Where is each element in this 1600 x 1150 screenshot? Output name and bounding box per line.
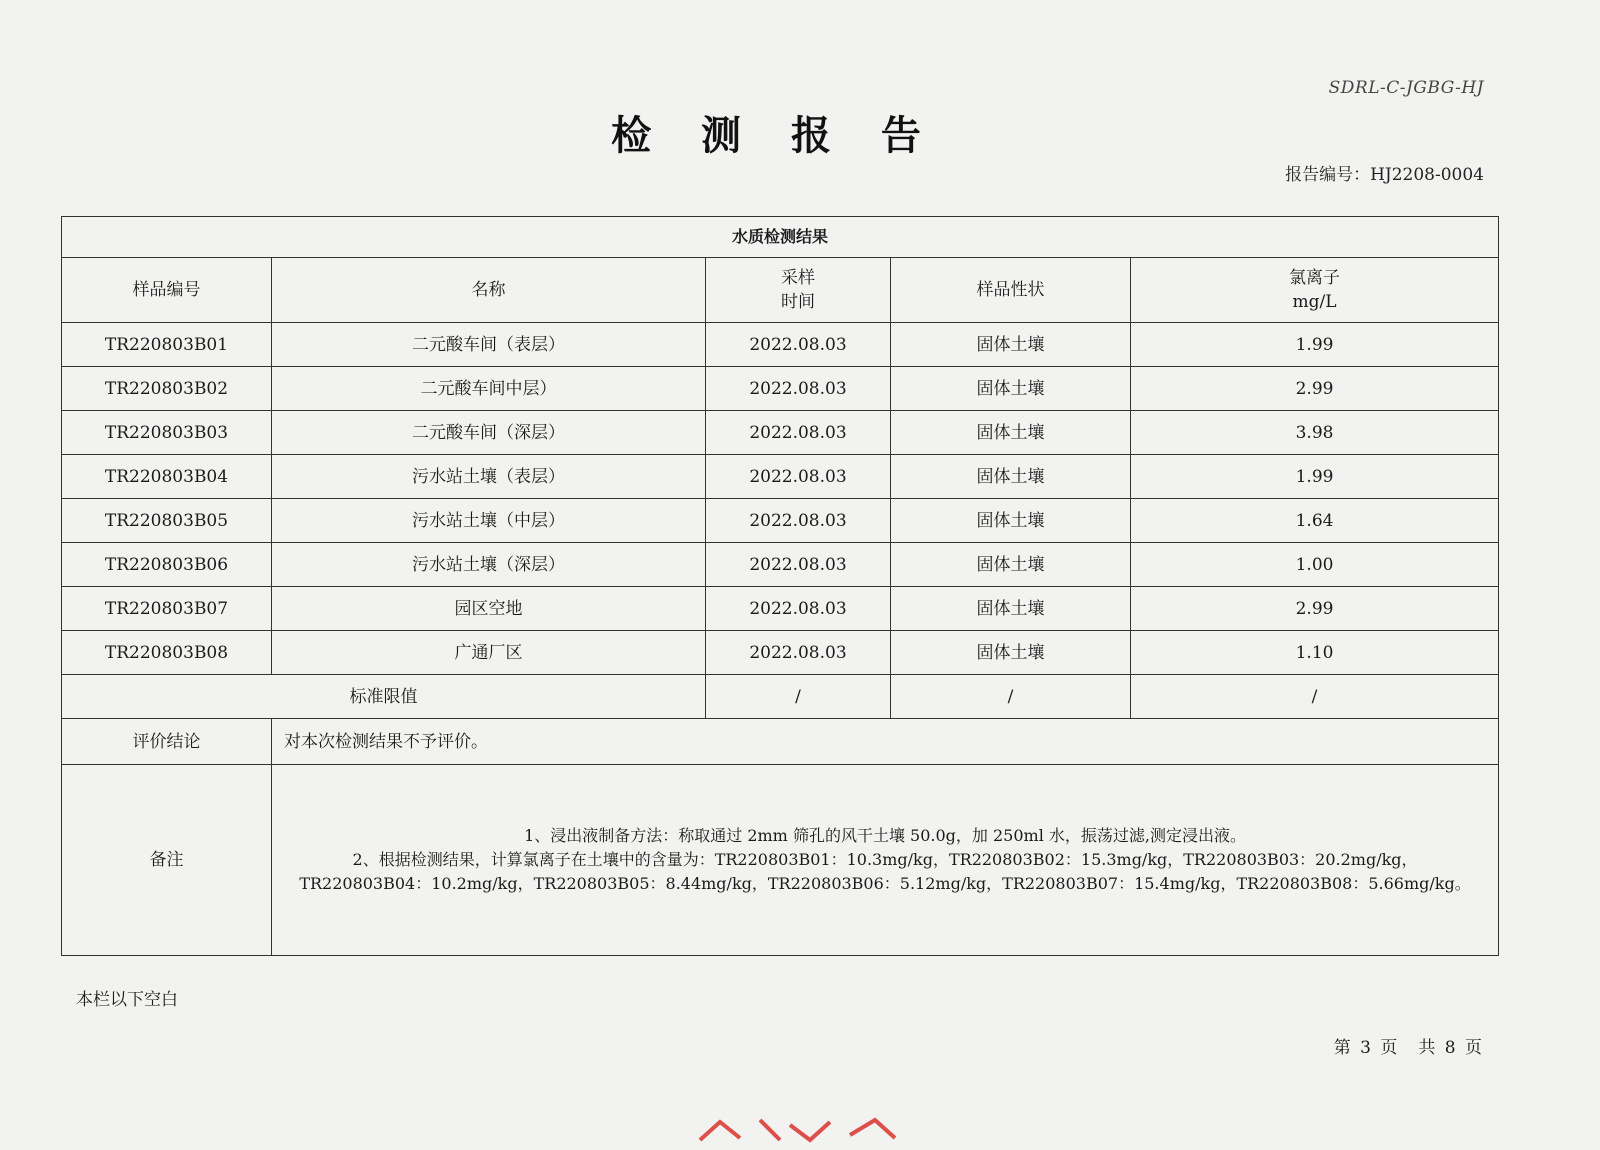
table-row xyxy=(62,411,1499,455)
header-date-line1: 采样 xyxy=(781,268,815,288)
cell-date: 2022.08.03 xyxy=(706,543,891,587)
cell-name: 二元酸车间（深层） xyxy=(272,411,706,455)
table-row xyxy=(62,367,1499,411)
cell-name: 二元酸车间中层） xyxy=(272,367,706,411)
cell-name: 污水站土壤（表层） xyxy=(272,455,706,499)
cell-sample-id: TR220803B08 xyxy=(62,631,272,675)
limit-property: / xyxy=(891,675,1131,719)
cell-name: 二元酸车间（表层） xyxy=(272,323,706,367)
evaluation-label: 评价结论 xyxy=(62,719,272,765)
cell-value: 1.00 xyxy=(1131,543,1499,587)
cell-sample-id: TR220803B04 xyxy=(62,455,272,499)
evaluation-row xyxy=(62,719,1499,765)
limit-date: / xyxy=(706,675,891,719)
report-number: 报告编号：HJ2208-0004 xyxy=(1285,165,1484,185)
cell-date: 2022.08.03 xyxy=(706,499,891,543)
table-row xyxy=(62,631,1499,675)
cell-name: 园区空地 xyxy=(272,587,706,631)
notes-content xyxy=(272,765,1499,956)
table-row xyxy=(62,323,1499,367)
cell-property: 固体土壤 xyxy=(891,587,1131,631)
cell-sample-id: TR220803B02 xyxy=(62,367,272,411)
table-row xyxy=(62,499,1499,543)
limit-label: 标准限值 xyxy=(62,675,706,719)
header-sample-id: 样品编号 xyxy=(62,258,272,323)
header-name: 名称 xyxy=(272,258,706,323)
cell-sample-id: TR220803B06 xyxy=(62,543,272,587)
header-chloride-line1: 氯离子 xyxy=(1289,268,1341,288)
notes-label: 备注 xyxy=(62,765,272,956)
cell-property: 固体土壤 xyxy=(891,367,1131,411)
cell-value: 2.99 xyxy=(1131,367,1499,411)
cell-value: 1.10 xyxy=(1131,631,1499,675)
limit-row xyxy=(62,675,1499,719)
cell-date: 2022.08.03 xyxy=(706,631,891,675)
header-date-line2: 时间 xyxy=(781,292,815,312)
cell-value: 1.99 xyxy=(1131,323,1499,367)
cell-name: 污水站土壤（中层） xyxy=(272,499,706,543)
cell-date: 2022.08.03 xyxy=(706,455,891,499)
cell-value: 1.99 xyxy=(1131,455,1499,499)
table-row xyxy=(62,587,1499,631)
section-title-row xyxy=(62,217,1499,258)
cell-name: 污水站土壤（深层） xyxy=(272,543,706,587)
cell-sample-id: TR220803B05 xyxy=(62,499,272,543)
blank-below-note: 本栏以下空白 xyxy=(76,990,178,1010)
cell-property: 固体土壤 xyxy=(891,543,1131,587)
header-chloride xyxy=(1131,258,1499,323)
cell-date: 2022.08.03 xyxy=(706,367,891,411)
cell-date: 2022.08.03 xyxy=(706,323,891,367)
document-code: SDRL-C-JGBG-HJ xyxy=(1328,78,1484,98)
cell-property: 固体土壤 xyxy=(891,323,1131,367)
cell-sample-id: TR220803B07 xyxy=(62,587,272,631)
header-date xyxy=(706,258,891,323)
limit-value: / xyxy=(1131,675,1499,719)
note-line-2: 2、根据检测结果，计算氯离子在土壤中的含量为：TR220803B01：10.3mg/kg，TR220803B02：15.3mg/kg，TR220803B03：20.2mg/kg， xyxy=(352,850,1418,869)
page-number: 第 3 页 共 8 页 xyxy=(1333,1038,1484,1058)
cell-value: 3.98 xyxy=(1131,411,1499,455)
results-table xyxy=(61,216,1499,956)
cell-property: 固体土壤 xyxy=(891,499,1131,543)
cell-name: 广通厂区 xyxy=(272,631,706,675)
header-chloride-line2: mg/L xyxy=(1292,292,1337,312)
evaluation-text: 对本次检测结果不予评价。 xyxy=(272,719,1499,765)
header-property: 样品性状 xyxy=(891,258,1131,323)
cell-property: 固体土壤 xyxy=(891,631,1131,675)
page-title: 检 测 报 告 xyxy=(611,113,939,159)
red-stamp-mark xyxy=(690,1110,910,1150)
header-row xyxy=(62,258,1499,323)
cell-sample-id: TR220803B01 xyxy=(62,323,272,367)
cell-value: 1.64 xyxy=(1131,499,1499,543)
table-row xyxy=(62,543,1499,587)
cell-date: 2022.08.03 xyxy=(706,587,891,631)
note-line-3: TR220803B04：10.2mg/kg，TR220803B05：8.44mg/kg，TR220803B06：5.12mg/kg，TR220803B07：15.4mg/kg，TR220803B08：5.66mg/kg。 xyxy=(299,874,1471,893)
cell-value: 2.99 xyxy=(1131,587,1499,631)
cell-sample-id: TR220803B03 xyxy=(62,411,272,455)
section-title: 水质检测结果 xyxy=(62,217,1499,258)
note-line-1: 1、浸出液制备方法：称取通过 2mm 筛孔的风干土壤 50.0g，加 250ml 水，振荡过滤,测定浸出液。 xyxy=(524,826,1246,845)
table-row xyxy=(62,455,1499,499)
cell-date: 2022.08.03 xyxy=(706,411,891,455)
notes-row xyxy=(62,765,1499,956)
cell-property: 固体土壤 xyxy=(891,411,1131,455)
cell-property: 固体土壤 xyxy=(891,455,1131,499)
